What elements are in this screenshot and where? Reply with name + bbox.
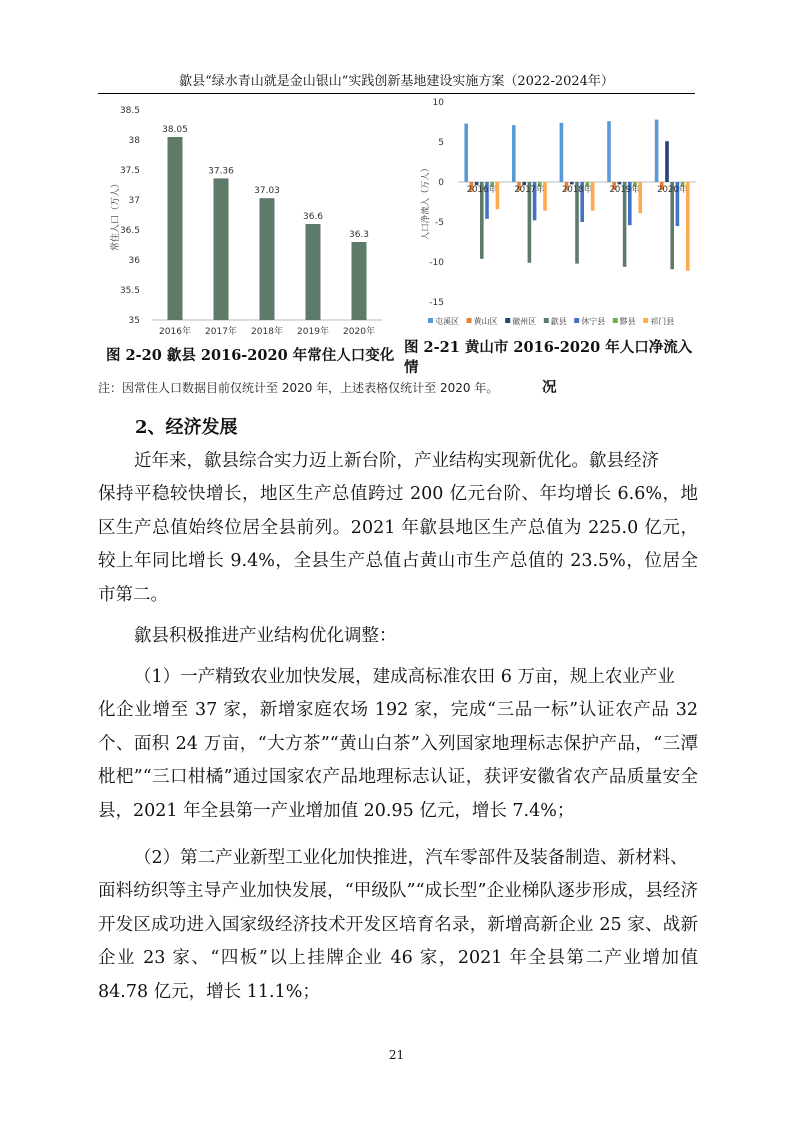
x-tick-label: 2019年	[297, 327, 329, 337]
legend-swatch	[505, 318, 510, 323]
legend-label: 徽州区	[512, 317, 537, 326]
y-tick-label: 38.5	[119, 106, 140, 116]
paragraph-4-body: 面料纺织等主导产业加快发展，“甲级队”“成长型”企业梯队逐步形成，县经济开发区成功进入国家级经济技术开发区培育名录，新增高新企业 25 家、战新企业 23 家、“四板”以上挂牌企业 46 家，2021 年全县第二产业增加值 84.78 亿元，增长 11.1%；	[98, 881, 698, 1002]
bar-屯溪区	[560, 123, 564, 182]
legend-label: 黟县	[619, 317, 636, 326]
figure-note: 注：因常住人口数据目前仅统计至 2020 年，上述表格仅统计至 2020 年。	[98, 381, 499, 395]
net-inflow-bar-chart	[412, 92, 702, 338]
x-tick-label: 2018年	[561, 185, 593, 195]
bar-屯溪区	[512, 125, 516, 182]
x-tick-label: 2020年	[657, 185, 688, 195]
x-tick-label: 2017年	[205, 327, 237, 337]
paragraph-1	[98, 445, 698, 612]
bar	[260, 198, 275, 320]
bar	[214, 178, 229, 320]
bar	[352, 242, 367, 320]
x-tick-label: 2016年	[466, 185, 497, 195]
y-tick-label: 10	[432, 98, 444, 108]
y-tick-label: 35.5	[119, 286, 140, 296]
y-tick-label: -15	[429, 298, 444, 308]
y-tick-label: 0	[438, 178, 444, 188]
paragraph-3	[98, 661, 698, 828]
y-tick-label: 38	[128, 136, 140, 146]
y-tick-label: 5	[438, 138, 444, 148]
paragraph-1-body: 保持平稳较快增长，地区生产总值跨过 200 亿元台阶、年均增长 6.6%，地区生产总值始终位居全县前列。2021 年歙县地区生产总值为 225.0 亿元，较上年同比增长 9.4%，全县生产总值占黄山市生产总值的 23.5%，位居全市第二。	[98, 484, 698, 605]
page-header: 歙县“绿水青山就是金山银山”实践创新基地建设实施方案（2022-2024年）	[98, 70, 695, 94]
bar-祁门县	[686, 182, 690, 271]
legend-label: 歙县	[550, 317, 567, 326]
y-tick-label: 37.5	[119, 166, 140, 176]
y-tick-label: -5	[435, 218, 444, 228]
legend-swatch	[544, 318, 549, 323]
paragraph-4	[98, 842, 698, 1009]
figure-caption-left: 图 2-20 歙县 2016-2020 年常住人口变化	[106, 347, 395, 364]
legend-label: 休宁县	[581, 317, 606, 326]
data-label: 37.36	[208, 166, 234, 177]
paragraph-2	[98, 620, 698, 653]
bar-屯溪区	[607, 121, 611, 182]
bar-歙县	[670, 182, 674, 269]
data-label: 37.03	[254, 186, 280, 197]
y-tick-label: 36.5	[119, 226, 140, 236]
bar	[306, 224, 321, 320]
bar	[168, 137, 183, 320]
x-tick-label: 2017年	[514, 185, 545, 195]
bar-徽州区	[665, 141, 669, 182]
legend-swatch	[467, 318, 472, 323]
paragraph-3-first-line: （1）一产精致农业加快发展，建成高标准农田 6 万亩，规上农业产业	[134, 667, 675, 687]
population-chart-svg	[100, 98, 390, 343]
legend-label: 黄山区	[473, 317, 498, 326]
paragraph-2-first-line: 歙县积极推进产业结构优化调整：	[134, 626, 397, 646]
legend-label: 祁门县	[650, 317, 675, 326]
y-tick-label: 35	[128, 316, 140, 326]
y-axis-label: 常住人口（万人）	[111, 178, 121, 252]
x-tick-label: 2016年	[159, 327, 191, 337]
legend-label: 屯溪区	[435, 317, 459, 326]
data-label: 36.6	[302, 212, 324, 222]
figure-caption-right-line1: 图 2-21 黄山市 2016-2020 年人口净流入情	[404, 339, 693, 376]
paragraph-4-first-line: （2）第二产业新型工业化加快推进，汽车零部件及装备制造、新材料、	[134, 848, 688, 868]
x-tick-label: 2020年	[343, 327, 375, 337]
legend-swatch	[428, 318, 433, 323]
data-label: 38.05	[162, 125, 188, 135]
figure-caption-right-line2: 况	[542, 379, 557, 396]
population-bar-chart	[100, 98, 390, 343]
section-title: 2、经济发展	[135, 417, 238, 438]
y-axis-label: 人口净流入（万人）	[421, 163, 431, 241]
legend-swatch	[643, 318, 648, 323]
y-tick-label: 36	[128, 256, 140, 266]
data-label: 36.3	[348, 230, 370, 240]
bar-屯溪区	[464, 124, 468, 182]
page-number: 21	[388, 1048, 405, 1062]
x-tick-label: 2018年	[251, 327, 283, 337]
bar-屯溪区	[655, 120, 659, 182]
y-tick-label: -10	[429, 258, 444, 268]
legend-swatch	[613, 318, 618, 323]
paragraph-3-body: 化企业增至 37 家，新增家庭农场 192 家，完成“三品一标”认证农产品 32 个、面积 24 万亩，“大方茶”“黄山白茶”入列国家地理标志保护产品，“三潭枇杷”“三口柑橘”通过国家农产品地理标志认证，获评安徽省农产品质量安全县，2021 年全县第一产业增加值 20.95 亿元，增长 7.4%；	[98, 700, 698, 821]
x-tick-label: 2019年	[609, 185, 640, 195]
paragraph-1-first-line: 近年来，歙县综合实力迈上新台阶，产业结构实现新优化。歙县经济	[134, 451, 659, 471]
y-tick-label: 37	[128, 196, 140, 206]
legend-swatch	[574, 318, 579, 323]
net-inflow-chart-svg	[412, 92, 702, 338]
